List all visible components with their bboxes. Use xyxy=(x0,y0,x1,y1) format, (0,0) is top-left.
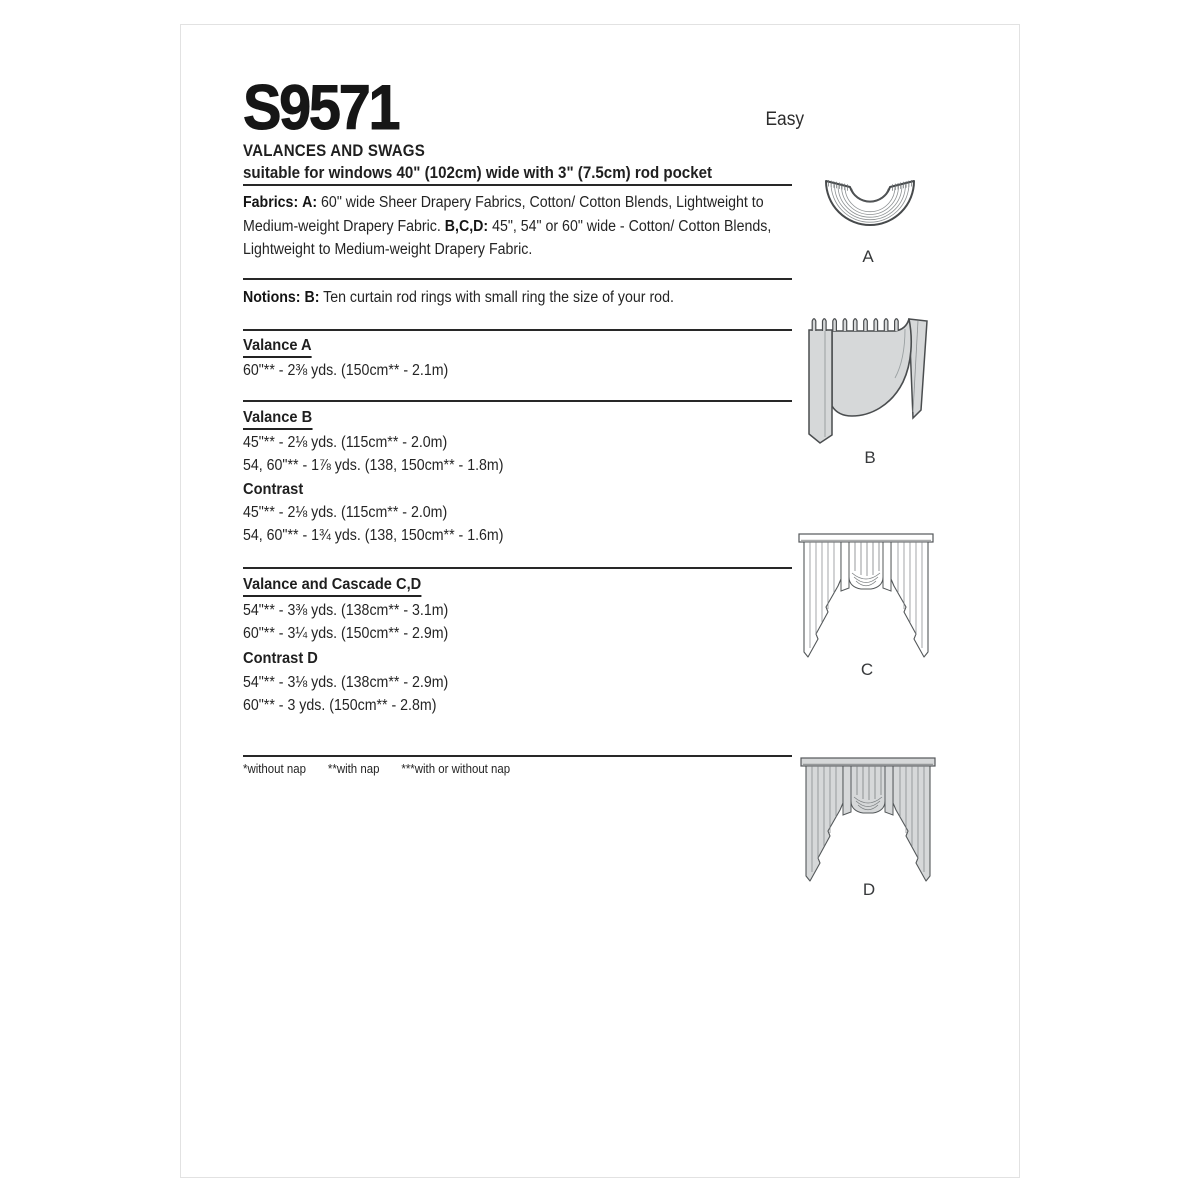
fabrics-view-bcd-text: 45", 54" or 60" wide - Cotton/ Cotton Blends, Lightweight to Medium-weight Drapery Fabric. xyxy=(243,217,772,258)
yardage-line: 60"** - 2⅜ yds. (150cm** - 2.1m) xyxy=(243,362,449,379)
fabrics-view-a-label: A: xyxy=(302,194,318,211)
yardage-line: 54"** - 3⅜ yds. (138cm** - 3.1m) xyxy=(243,602,449,619)
view-d-label: D xyxy=(862,880,876,899)
yardage-line: 54, 60"** - 1¾ yds. (138, 150cm** - 1.6m) xyxy=(243,527,504,544)
yardage-line: 60"** - 3 yds. (150cm** - 2.8m) xyxy=(243,697,437,714)
section-heading-valance-b: Valance B xyxy=(243,409,312,427)
footnote-with-nap: **with nap xyxy=(327,762,380,776)
subheading-contrast: Contrast xyxy=(243,481,304,498)
notions-text: Ten curtain rod rings with small ring the size of your rod. xyxy=(323,289,674,306)
view-a-swag-illustration xyxy=(820,173,920,235)
pattern-subtitle: suitable for windows 40" (102cm) wide with 3" (7.5cm) rod pocket xyxy=(243,164,713,182)
fabrics-label: Fabrics: xyxy=(243,194,299,211)
notions-view-b-label: B: xyxy=(304,289,320,306)
yardage-line: 45"** - 2⅛ yds. (115cm** - 2.0m) xyxy=(243,504,448,521)
section-heading-valance-cascade-cd: Valance and Cascade C,D xyxy=(243,576,421,594)
yardage-line: 45"** - 2⅛ yds. (115cm** - 2.0m) xyxy=(243,434,448,451)
view-b-label: B xyxy=(864,448,876,467)
pattern-envelope-page xyxy=(180,24,1020,1178)
view-illustrations xyxy=(181,25,1019,1177)
fabrics-view-bcd-label: B,C,D: xyxy=(444,217,489,235)
pattern-number: S9571 xyxy=(243,73,399,143)
footnote-without-nap: *without nap xyxy=(243,762,306,776)
yardage-line: 54, 60"** - 1⅞ yds. (138, 150cm** - 1.8m) xyxy=(243,457,504,474)
view-c-label: C xyxy=(860,660,874,679)
view-d-valance-cascade-illustration xyxy=(799,755,937,885)
fabrics-view-a-text: 60" wide Sheer Drapery Fabrics, Cotton/ Cotton Blends, Lightweight to Medium-weight Drapery Fabric. xyxy=(243,194,764,235)
subheading-contrast-d: Contrast D xyxy=(243,650,318,667)
difficulty-badge: Easy xyxy=(765,109,805,130)
notions-label: Notions: xyxy=(243,289,301,306)
section-heading-valance-a: Valance A xyxy=(243,337,312,355)
curtain-rod-rings xyxy=(812,319,898,331)
view-a-label: A xyxy=(862,247,874,266)
view-b-valance-illustration xyxy=(807,313,931,447)
footnote-with-or-without-nap: ***with or without nap xyxy=(401,762,511,776)
yardage-line: 60"** - 3¼ yds. (150cm** - 2.9m) xyxy=(243,625,449,642)
pattern-category-title: VALANCES AND SWAGS xyxy=(243,142,425,160)
view-c-valance-cascade-illustration xyxy=(797,531,935,661)
yardage-line: 54"** - 3⅛ yds. (138cm** - 2.9m) xyxy=(243,674,449,691)
